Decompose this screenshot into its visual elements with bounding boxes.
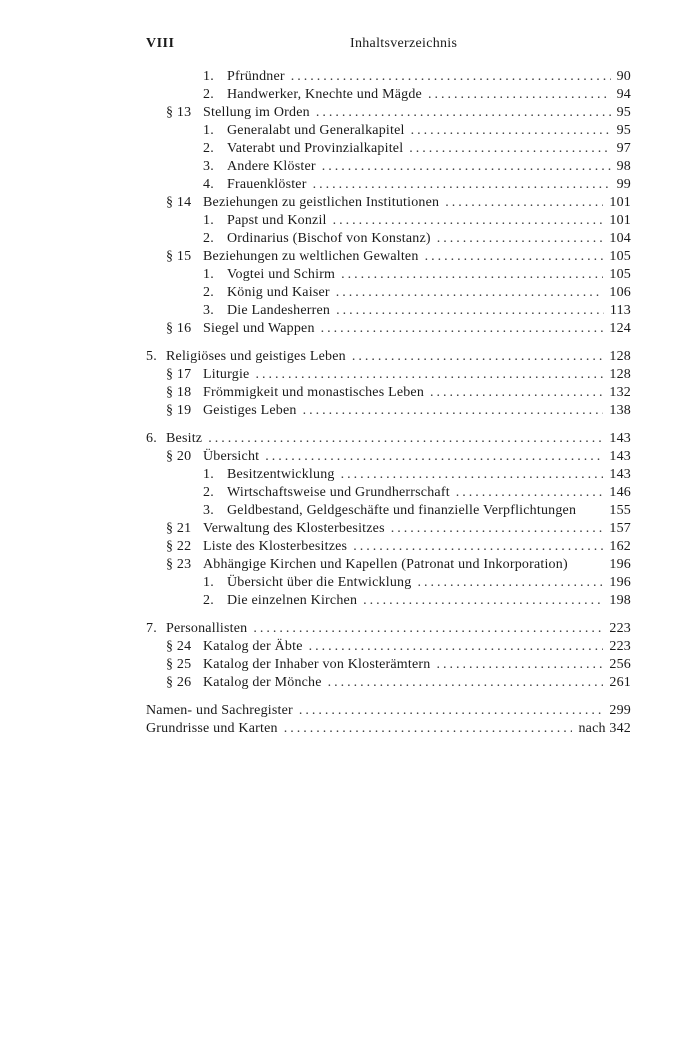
leader-dots bbox=[313, 176, 611, 194]
toc-entry-title: Abhängige Kirchen und Kapellen (Patronat und Inkorporation) bbox=[203, 557, 568, 572]
toc-entry bbox=[146, 122, 631, 140]
toc-entry-title: Andere Klöster bbox=[227, 159, 316, 174]
leader-dots bbox=[425, 248, 604, 266]
toc-entry bbox=[146, 68, 631, 86]
toc-entry-title: Generalabt und Generalkapitel bbox=[227, 123, 405, 138]
toc-entry-number: 1. bbox=[203, 69, 214, 84]
toc-entry-title: Frömmigkeit und monastisches Leben bbox=[203, 385, 425, 400]
toc-entry-title: Liste des Klosterbesitzes bbox=[203, 539, 348, 554]
toc-entry bbox=[146, 212, 631, 230]
toc-entry-page: 138 bbox=[609, 403, 631, 418]
toc-entry-title: Die einzelnen Kirchen bbox=[227, 593, 358, 608]
toc-entry-page: 155 bbox=[609, 503, 631, 518]
toc-entry bbox=[146, 574, 631, 592]
toc-entry-page: 128 bbox=[609, 349, 631, 364]
toc-entry bbox=[146, 520, 631, 538]
leader-dots bbox=[253, 620, 603, 638]
toc-entry bbox=[146, 230, 631, 248]
toc-entry-title: Beziehungen zu weltlichen Gewalten bbox=[203, 249, 419, 264]
toc-entry-title: Übersicht über die Entwicklung bbox=[227, 575, 412, 590]
leader-dots bbox=[341, 266, 603, 284]
leader-dots bbox=[336, 302, 604, 320]
leader-dots bbox=[409, 140, 610, 158]
toc-entry-title: Die Landesherren bbox=[227, 303, 331, 318]
toc-entry bbox=[146, 402, 631, 420]
toc-entry-number: 2. bbox=[203, 485, 214, 500]
toc-entry-page: 143 bbox=[609, 467, 631, 482]
toc-entry-page: 162 bbox=[609, 539, 631, 554]
toc-entry bbox=[146, 158, 631, 176]
leader-dots bbox=[299, 702, 604, 720]
toc-entry-number: 5. bbox=[146, 349, 157, 364]
toc-entry-title: Handwerker, Knechte und Mägde bbox=[227, 87, 422, 102]
toc-entry-number: § 19 bbox=[166, 403, 192, 418]
toc-entry bbox=[146, 302, 631, 320]
toc-entry bbox=[146, 638, 631, 656]
toc-entry bbox=[146, 86, 631, 104]
leader-dots bbox=[456, 484, 604, 502]
leader-dots bbox=[303, 402, 604, 420]
toc-entry-page: 143 bbox=[609, 431, 631, 446]
running-head: Inhaltsverzeichnis bbox=[350, 36, 458, 51]
toc-entry-number: 1. bbox=[203, 213, 214, 228]
toc-entry-page: 146 bbox=[609, 485, 631, 500]
toc-entry-number: § 15 bbox=[166, 249, 192, 264]
leader-dots bbox=[291, 68, 611, 86]
leader-dots bbox=[445, 194, 603, 212]
toc-entry bbox=[146, 104, 631, 122]
section-gap bbox=[146, 420, 631, 430]
toc-entry-page: 261 bbox=[609, 675, 631, 690]
leader-dots bbox=[417, 574, 603, 592]
toc-entry-page: 105 bbox=[609, 267, 631, 282]
toc-entry-title: Grundrisse und Karten bbox=[146, 721, 278, 736]
toc-entry-number: 1. bbox=[203, 267, 214, 282]
toc-entry-number: 3. bbox=[203, 303, 214, 318]
leader-dots bbox=[352, 348, 604, 366]
toc-entry-page: 95 bbox=[616, 105, 631, 120]
toc-entry-page: 99 bbox=[616, 177, 631, 192]
toc-entry bbox=[146, 702, 631, 720]
toc-entry bbox=[146, 592, 631, 610]
toc-entry-number: 1. bbox=[203, 575, 214, 590]
leader-dots bbox=[436, 656, 603, 674]
toc-entry-number: 3. bbox=[203, 159, 214, 174]
leader-dots bbox=[341, 466, 604, 484]
leader-dots bbox=[309, 638, 604, 656]
toc-entry-title: Verwaltung des Klosterbesitzes bbox=[203, 521, 385, 536]
toc-entry bbox=[146, 466, 631, 484]
toc-entry-title: Beziehungen zu geistlichen Institutionen bbox=[203, 195, 440, 210]
toc-entry bbox=[146, 366, 631, 384]
toc-entry-page: 143 bbox=[609, 449, 631, 464]
toc-entry bbox=[146, 448, 631, 466]
toc-entry-number: § 26 bbox=[166, 675, 192, 690]
toc-entry-page: 198 bbox=[609, 593, 631, 608]
toc-entry-page: 157 bbox=[609, 521, 631, 536]
toc-entry-page: 124 bbox=[609, 321, 631, 336]
leader-dots bbox=[353, 538, 603, 556]
toc-entry bbox=[146, 502, 631, 520]
toc-entry-number: § 20 bbox=[166, 449, 192, 464]
leader-dots bbox=[265, 448, 603, 466]
section-gap bbox=[146, 692, 631, 702]
toc-entry-number: § 21 bbox=[166, 521, 192, 536]
leader-dots bbox=[284, 720, 573, 738]
toc-entry-title: Wirtschaftsweise und Grundherrschaft bbox=[227, 485, 450, 500]
toc-entry bbox=[146, 194, 631, 212]
leader-dots bbox=[255, 366, 603, 384]
toc-entry-title: Stellung im Orden bbox=[203, 105, 310, 120]
leader-dots bbox=[430, 384, 603, 402]
toc-entry bbox=[146, 266, 631, 284]
toc-entry-number: § 24 bbox=[166, 639, 192, 654]
leader-dots bbox=[328, 674, 604, 692]
toc-entry-title: Geistiges Leben bbox=[203, 403, 297, 418]
section-gap bbox=[146, 610, 631, 620]
leader-dots bbox=[363, 592, 603, 610]
toc-entry-page: 106 bbox=[609, 285, 631, 300]
toc-entry-page: 101 bbox=[609, 213, 631, 228]
toc-entry-title: Katalog der Äbte bbox=[203, 639, 303, 654]
toc-entry-page: 94 bbox=[616, 87, 631, 102]
toc-entry-number: 2. bbox=[203, 285, 214, 300]
toc-entry bbox=[146, 320, 631, 338]
toc-entry-title: Besitz bbox=[166, 431, 203, 446]
toc-entry-title: Besitzentwicklung bbox=[227, 467, 335, 482]
toc-entry bbox=[146, 284, 631, 302]
toc-entry-title: Pfründner bbox=[227, 69, 285, 84]
toc-entry-page: 101 bbox=[609, 195, 631, 210]
toc-entry-page: 223 bbox=[609, 639, 631, 654]
toc-entry bbox=[146, 484, 631, 502]
leader-dots bbox=[411, 122, 611, 140]
table-of-contents bbox=[146, 68, 631, 738]
toc-entry-title: Katalog der Mönche bbox=[203, 675, 322, 690]
toc-entry-page: 97 bbox=[616, 141, 631, 156]
toc-entry bbox=[146, 538, 631, 556]
toc-entry-number: 3. bbox=[203, 503, 214, 518]
toc-entry bbox=[146, 348, 631, 366]
toc-entry-title: Geldbestand, Geldgeschäfte und finanzielle Verpflichtungen bbox=[227, 503, 577, 518]
toc-entry-number: § 17 bbox=[166, 367, 192, 382]
toc-entry-page: 104 bbox=[609, 231, 631, 246]
leader-dots bbox=[208, 430, 603, 448]
page-number: VIII bbox=[146, 36, 175, 51]
toc-entry-page: 196 bbox=[609, 557, 631, 572]
section-gap bbox=[146, 338, 631, 348]
toc-entry-number: § 13 bbox=[166, 105, 192, 120]
toc-entry-page: 98 bbox=[616, 159, 631, 174]
toc-entry-title: Katalog der Inhaber von Klosterämtern bbox=[203, 657, 431, 672]
toc-entry-page: 256 bbox=[609, 657, 631, 672]
toc-entry-title: Vaterabt und Provinzialkapitel bbox=[227, 141, 404, 156]
toc-entry-title: Siegel und Wappen bbox=[203, 321, 315, 336]
leader-dots bbox=[336, 284, 604, 302]
leader-dots bbox=[316, 104, 611, 122]
toc-entry-number: 1. bbox=[203, 123, 214, 138]
toc-entry bbox=[146, 620, 631, 638]
toc-entry-page: 223 bbox=[609, 621, 631, 636]
toc-entry bbox=[146, 140, 631, 158]
toc-entry-number: § 14 bbox=[166, 195, 192, 210]
toc-entry bbox=[146, 384, 631, 402]
toc-entry-number: 6. bbox=[146, 431, 157, 446]
toc-entry-title: Personallisten bbox=[166, 621, 248, 636]
toc-entry-page: 299 bbox=[609, 703, 631, 718]
toc-entry bbox=[146, 556, 631, 574]
toc-entry-number: 7. bbox=[146, 621, 157, 636]
toc-entry-title: Übersicht bbox=[203, 449, 260, 464]
toc-entry-title: Namen- und Sachregister bbox=[146, 703, 293, 718]
toc-entry-number: 4. bbox=[203, 177, 214, 192]
leader-dots bbox=[437, 230, 604, 248]
toc-entry-page: 196 bbox=[609, 575, 631, 590]
leader-dots bbox=[321, 320, 604, 338]
toc-entry-title: Papst und Konzil bbox=[227, 213, 327, 228]
toc-entry-page: 132 bbox=[609, 385, 631, 400]
toc-entry bbox=[146, 656, 631, 674]
toc-entry-number: 1. bbox=[203, 467, 214, 482]
toc-entry-number: § 22 bbox=[166, 539, 192, 554]
toc-entry-page: 113 bbox=[609, 303, 631, 318]
toc-entry-number: 2. bbox=[203, 231, 214, 246]
toc-entry-title: Ordinarius (Bischof von Konstanz) bbox=[227, 231, 431, 246]
toc-entry-title: Religiöses und geistiges Leben bbox=[166, 349, 346, 364]
toc-entry-number: § 23 bbox=[166, 557, 192, 572]
toc-entry-title: König und Kaiser bbox=[227, 285, 330, 300]
toc-entry-number: 2. bbox=[203, 87, 214, 102]
leader-dots bbox=[428, 86, 611, 104]
toc-entry bbox=[146, 720, 631, 738]
toc-entry-page: 90 bbox=[616, 69, 631, 84]
toc-entry-title: Frauenklöster bbox=[227, 177, 307, 192]
toc-entry bbox=[146, 248, 631, 266]
toc-entry bbox=[146, 176, 631, 194]
toc-entry-title: Vogtei und Schirm bbox=[227, 267, 336, 282]
toc-entry-number: 2. bbox=[203, 593, 214, 608]
toc-entry-title: Liturgie bbox=[203, 367, 250, 382]
toc-entry-page: nach 342 bbox=[578, 721, 631, 736]
toc-entry-page: 105 bbox=[609, 249, 631, 264]
toc-entry-page: 95 bbox=[616, 123, 631, 138]
toc-entry bbox=[146, 430, 631, 448]
toc-entry-number: § 18 bbox=[166, 385, 192, 400]
toc-entry-number: § 16 bbox=[166, 321, 192, 336]
toc-entry-number: 2. bbox=[203, 141, 214, 156]
toc-entry bbox=[146, 674, 631, 692]
toc-entry-number: § 25 bbox=[166, 657, 192, 672]
toc-entry-page: 128 bbox=[609, 367, 631, 382]
leader-dots bbox=[322, 158, 611, 176]
leader-dots bbox=[391, 520, 604, 538]
leader-dots bbox=[333, 212, 604, 230]
